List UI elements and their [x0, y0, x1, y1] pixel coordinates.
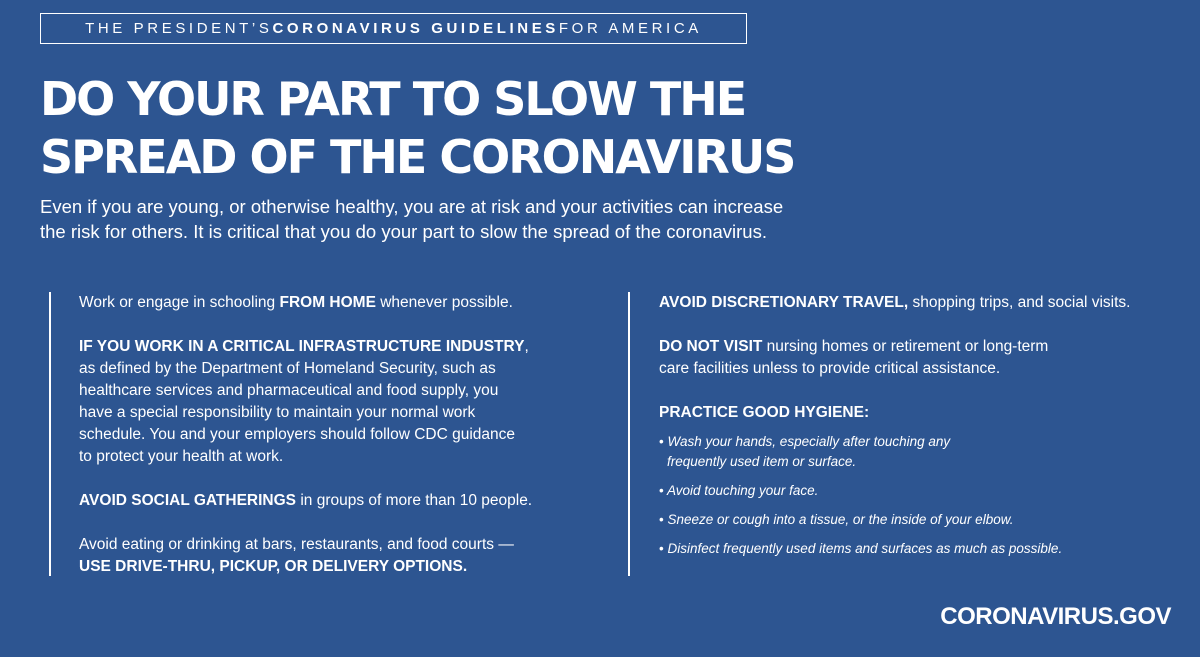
home-text: Work or engage in schooling	[79, 294, 280, 311]
website-url: CORONAVIRUS.GOV	[940, 603, 1171, 630]
critical-line-4: have a special responsibility to maintain your normal work	[79, 404, 476, 421]
intro-line-2: the risk for others. It is critical that you do your part to slow the spread of the coronavirus.	[40, 221, 767, 242]
banner-text-regular: THE PRESIDENT’S	[85, 20, 273, 37]
bullet-icon: •	[659, 483, 664, 498]
gatherings-text: in groups of more than 10 people.	[296, 492, 533, 509]
headline-line-2: SPREAD OF THE CORONAVIRUS	[40, 130, 795, 184]
bullet-icon: •	[659, 434, 664, 449]
travel-text: shopping trips, and social visits.	[908, 294, 1131, 311]
hygiene-bullet	[659, 510, 1148, 530]
work-from-home-item	[79, 292, 539, 314]
critical-line-5: schedule. You and your employers should follow CDC guidance	[79, 426, 515, 443]
do-not-visit-item	[659, 336, 1148, 380]
banner-text-bold: CORONAVIRUS GUIDELINES	[272, 20, 559, 37]
bullet-icon: •	[659, 512, 664, 527]
travel-item	[659, 292, 1148, 314]
intro-paragraph	[40, 194, 840, 244]
critical-line-3: healthcare services and pharmaceutical and food supply, you	[79, 382, 499, 399]
home-text-end: whenever possible.	[375, 294, 513, 311]
hygiene-bullet-1-line-1: Wash your hands, especially after touching any	[667, 434, 951, 449]
hygiene-bullet	[659, 539, 1148, 559]
left-guidance-column	[49, 292, 539, 576]
critical-bold: IF YOU WORK IN A CRITICAL INFRASTRUCTURE INDUSTRY	[79, 338, 525, 355]
headline-line-1: DO YOUR PART TO SLOW THE	[40, 72, 746, 126]
bullet-icon: •	[659, 541, 664, 556]
travel-bold: AVOID DISCRETIONARY TRAVEL,	[659, 294, 909, 311]
hygiene-bullet-1-line-2: frequently used item or surface.	[667, 454, 857, 469]
hygiene-bullet	[659, 432, 1148, 472]
right-guidance-column	[628, 292, 1148, 576]
banner-text-regular-end: FOR AMERICA	[558, 20, 702, 37]
guidelines-banner	[40, 13, 747, 44]
hygiene-bullet-3: Sneeze or cough into a tissue, or the inside of your elbow.	[667, 512, 1014, 527]
critical-line-1: ,	[524, 338, 529, 355]
eating-line-1: Avoid eating or drinking at bars, restaurants, and food courts —	[79, 536, 514, 553]
eating-drinking-item	[79, 534, 539, 578]
critical-line-6: to protect your health at work.	[79, 448, 284, 465]
intro-line-1: Even if you are young, or otherwise healthy, you are at risk and your activities can increase	[40, 196, 784, 217]
critical-infrastructure-item	[79, 336, 539, 468]
hygiene-bullet-2: Avoid touching your face.	[666, 483, 819, 498]
critical-line-2: as defined by the Department of Homeland Security, such as	[79, 360, 496, 377]
hygiene-bullet-4: Disinfect frequently used items and surfaces as much as possible.	[667, 541, 1063, 556]
page-headline	[40, 70, 794, 186]
home-bold: FROM HOME	[279, 294, 376, 311]
gatherings-bold: AVOID SOCIAL GATHERINGS	[79, 492, 297, 509]
visit-text: nursing homes or retirement or long-term	[762, 338, 1049, 355]
eating-bold: USE DRIVE-THRU, PICKUP, OR DELIVERY OPTIONS.	[79, 558, 468, 575]
visit-bold: DO NOT VISIT	[659, 338, 763, 355]
hygiene-list	[659, 432, 1148, 559]
hygiene-heading: PRACTICE GOOD HYGIENE:	[659, 404, 870, 421]
social-gatherings-item	[79, 490, 539, 512]
hygiene-bullet	[659, 481, 1148, 501]
visit-line-2: care facilities unless to provide critical assistance.	[659, 360, 1001, 377]
